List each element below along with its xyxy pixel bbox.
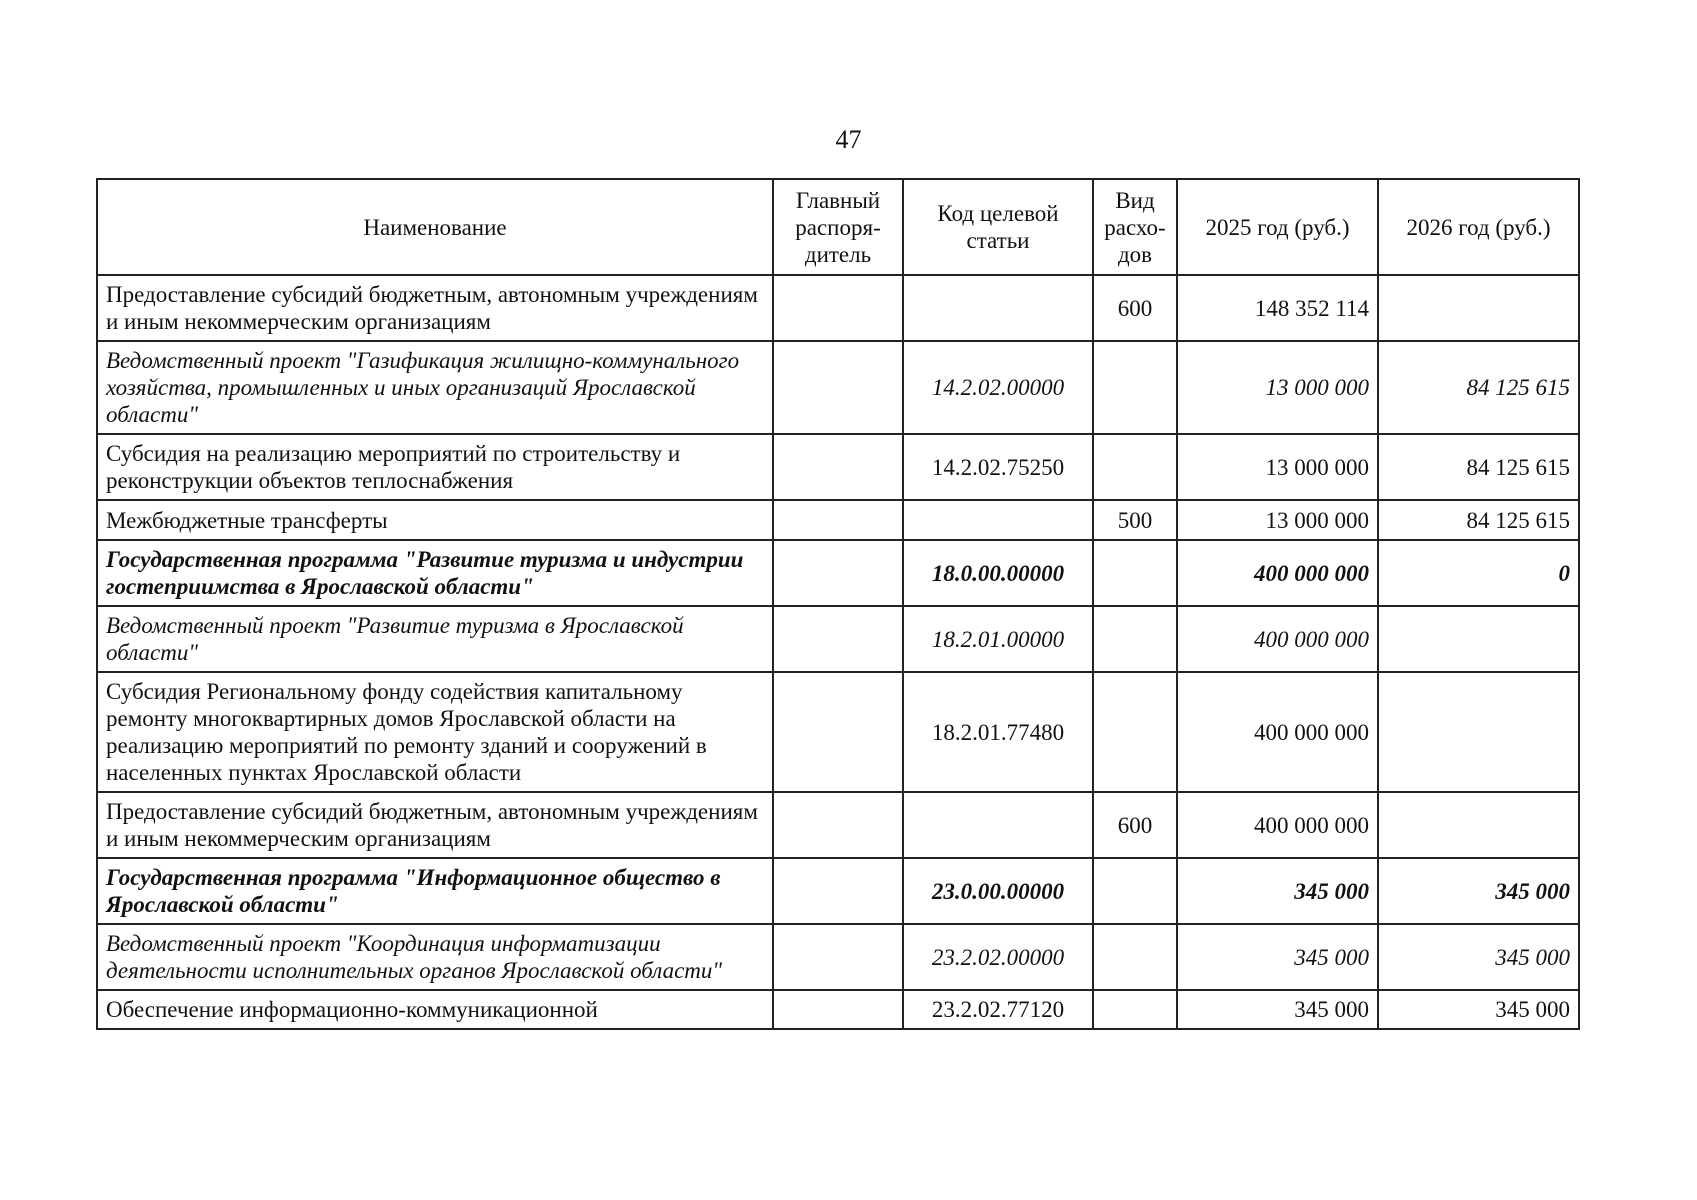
cell-type: 600: [1093, 792, 1177, 858]
table-row: [97, 341, 1579, 434]
cell-name: Предоставление субсидий бюджетным, автономным учреждениям и иным некоммерческим организациям: [97, 792, 773, 858]
page-number: 47: [835, 125, 862, 154]
cell-name: Обеспечение информационно-коммуникационной: [97, 990, 773, 1029]
cell-y2026: 84 125 615: [1378, 434, 1579, 500]
cell-y2026: 0: [1378, 540, 1579, 606]
cell-manager: [773, 672, 903, 792]
cell-y2025: 400 000 000: [1177, 540, 1378, 606]
header-2026: 2026 год (руб.): [1378, 179, 1579, 275]
table-body: [97, 275, 1579, 1029]
cell-name: Государственная программа "Развитие туризма и индустрии гостеприимства в Ярославской области": [97, 540, 773, 606]
cell-name: Ведомственный проект "Координация информатизации деятельности исполнительных органов Ярославской области": [97, 924, 773, 990]
cell-type: [1093, 540, 1177, 606]
cell-y2026: [1378, 606, 1579, 672]
table-row: [97, 990, 1579, 1029]
cell-manager: [773, 341, 903, 434]
cell-code: 23.0.00.00000: [903, 858, 1093, 924]
table-header-row: [97, 179, 1579, 275]
header-2025: 2025 год (руб.): [1177, 179, 1378, 275]
cell-y2025: 345 000: [1177, 858, 1378, 924]
cell-y2026: [1378, 275, 1579, 341]
cell-code: [903, 792, 1093, 858]
header-type: Вид расхо-дов: [1093, 179, 1177, 275]
cell-y2025: 13 000 000: [1177, 341, 1378, 434]
cell-code: 23.2.02.77120: [903, 990, 1093, 1029]
cell-type: [1093, 606, 1177, 672]
cell-name: Государственная программа "Информационное общество в Ярославской области": [97, 858, 773, 924]
cell-manager: [773, 434, 903, 500]
cell-code: 23.2.02.00000: [903, 924, 1093, 990]
cell-type: [1093, 341, 1177, 434]
cell-name: Ведомственный проект "Газификация жилищно-коммунального хозяйства, промышленных и иных организаций Ярославской области": [97, 341, 773, 434]
cell-manager: [773, 500, 903, 540]
table-row: [97, 434, 1579, 500]
cell-name: Предоставление субсидий бюджетным, автономным учреждениям и иным некоммерческим организациям: [97, 275, 773, 341]
cell-y2025: 345 000: [1177, 990, 1378, 1029]
cell-type: [1093, 434, 1177, 500]
cell-code: 18.2.01.77480: [903, 672, 1093, 792]
cell-type: 600: [1093, 275, 1177, 341]
cell-manager: [773, 990, 903, 1029]
cell-y2025: 13 000 000: [1177, 500, 1378, 540]
cell-y2026: 345 000: [1378, 924, 1579, 990]
cell-manager: [773, 540, 903, 606]
budget-table: [96, 178, 1580, 1030]
cell-y2026: [1378, 672, 1579, 792]
cell-y2025: 400 000 000: [1177, 606, 1378, 672]
cell-manager: [773, 606, 903, 672]
cell-manager: [773, 275, 903, 341]
cell-type: [1093, 924, 1177, 990]
table-row: [97, 924, 1579, 990]
cell-name: Ведомственный проект "Развитие туризма в Ярославской области": [97, 606, 773, 672]
header-code: Код целевой статьи: [903, 179, 1093, 275]
cell-manager: [773, 792, 903, 858]
cell-code: 18.0.00.00000: [903, 540, 1093, 606]
cell-name: Субсидия на реализацию мероприятий по строительству и реконструкции объектов теплоснабжения: [97, 434, 773, 500]
cell-code: 14.2.02.75250: [903, 434, 1093, 500]
table-row: [97, 672, 1579, 792]
cell-y2025: 148 352 114: [1177, 275, 1378, 341]
table-row: [97, 540, 1579, 606]
cell-y2025: 345 000: [1177, 924, 1378, 990]
cell-code: 14.2.02.00000: [903, 341, 1093, 434]
cell-y2026: 345 000: [1378, 990, 1579, 1029]
table-row: [97, 858, 1579, 924]
cell-type: [1093, 990, 1177, 1029]
cell-y2026: [1378, 792, 1579, 858]
cell-y2026: 345 000: [1378, 858, 1579, 924]
cell-code: 18.2.01.00000: [903, 606, 1093, 672]
cell-type: [1093, 858, 1177, 924]
header-manager: Главный распоря-дитель: [773, 179, 903, 275]
cell-code: [903, 500, 1093, 540]
cell-y2025: 400 000 000: [1177, 672, 1378, 792]
cell-y2026: 84 125 615: [1378, 500, 1579, 540]
table-row: [97, 500, 1579, 540]
cell-type: 500: [1093, 500, 1177, 540]
table-row: [97, 606, 1579, 672]
cell-manager: [773, 924, 903, 990]
table-row: [97, 792, 1579, 858]
cell-name: Субсидия Региональному фонду содействия капитальному ремонту многоквартирных домов Ярославской области на реализацию мероприятий по ремонту зданий и сооружений в населенных пунктах Ярославской области: [97, 672, 773, 792]
cell-y2025: 400 000 000: [1177, 792, 1378, 858]
cell-y2026: 84 125 615: [1378, 341, 1579, 434]
table-row: [97, 275, 1579, 341]
cell-name: Межбюджетные трансферты: [97, 500, 773, 540]
cell-manager: [773, 858, 903, 924]
header-name: Наименование: [97, 179, 773, 275]
cell-code: [903, 275, 1093, 341]
cell-type: [1093, 672, 1177, 792]
cell-y2025: 13 000 000: [1177, 434, 1378, 500]
